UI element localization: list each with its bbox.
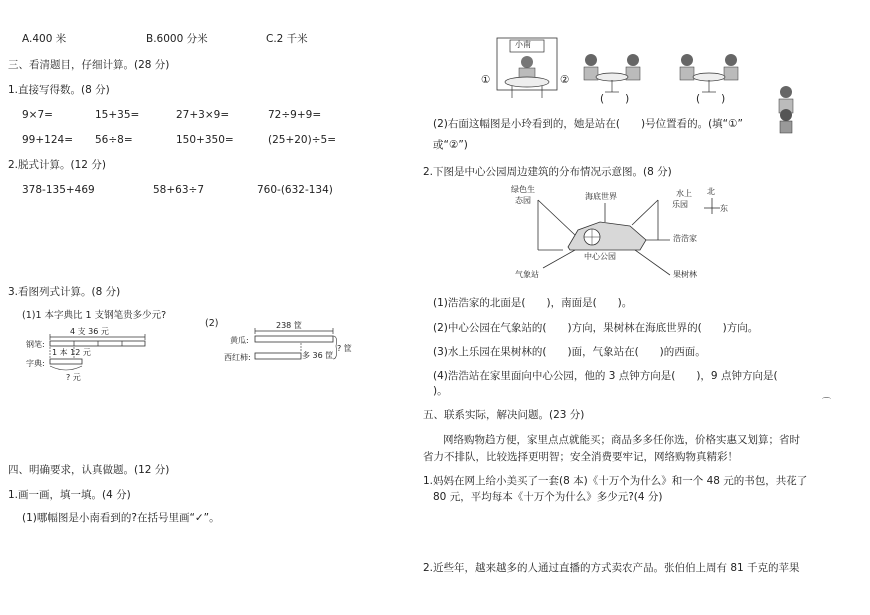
fig1-bottom: ? 元 [66,373,81,382]
section-4-title: 四、明确要求，认真做题。(12 分) [8,464,170,476]
fig1-inner: 1 本 12 元 [52,348,91,357]
q3-sub1: (1)1 本字典比 1 支钢笔贵多少元? [22,310,167,321]
map-question-title: 2.下图是中心公园周边建筑的分布情况示意图。(8 分) [423,166,672,178]
fig1-row1: 钢笔: [26,340,45,349]
expr-item: 378-135+469 [22,184,95,196]
q3-title: 3.看图列式计算。(8 分) [8,286,121,298]
answer-paren[interactable]: ( ) [696,93,726,105]
intro-line1: 网络购物趋方便，家里点点就能买；商品多多任你选，价格实惠又划算；省时 [443,434,800,446]
q51-line1: 1.妈妈在网上给小美买了一套(8 本)《十万个为什么》和一个 48 元的书包，共花了 [423,475,808,487]
caret-mark: ⌒ [822,398,832,408]
calc-item: (25+20)÷5= [268,134,336,146]
choice-c: C.2 千米 [266,33,308,45]
map-orchard: 果树林 [673,270,697,279]
q41-sub: (1)哪幅图是小南看到的?在括号里画“✓”。 [22,512,220,524]
compass-east: 东 [720,204,728,213]
section-3-title: 三、看清题目，仔细计算。(28 分) [8,59,170,71]
map-q4: (4)浩浩站在家里面向中心公园，他的 3 点钟方向是( )，9 点钟方向是( [433,370,778,382]
fig1-row2: 字典: [26,359,45,368]
calc-item: 72÷9+9= [268,109,322,121]
calc-item: 9×7= [22,109,53,121]
map-green-park-2: 态园 [515,196,531,205]
fig2-row1: 黄瓜: [230,336,249,345]
map-weather-station: 气象站 [515,270,539,279]
calc-item: 99+124= [22,134,73,146]
scene-number-1: ① [481,74,491,86]
map-q4-cont: )。 [433,385,448,397]
map-green-park: 绿色生 [511,185,535,194]
q51-line2: 80 元，平均每本《十万个为什么》多少元?(4 分) [433,491,663,503]
map-q1: (1)浩浩家的北面是( )，南面是( )。 [433,297,633,309]
fig2-right-label: 多 36 筐 [302,351,334,360]
map-haohao-home: 浩浩家 [673,234,697,243]
map-water-park-2: 乐园 [672,200,688,209]
expr-item: 58+63÷7 [153,184,204,196]
calc-item: 27+3×9= [176,109,230,121]
map-ocean-world: 海底世界 [585,192,617,201]
choice-b: B.6000 分米 [146,33,208,45]
map-q3: (3)水上乐园在果树林的( )面，气象站在( )的西面。 [433,346,706,358]
q52-line: 2.近些年，越来越多的人通过直播的方式卖农产品。张伯伯上周有 81 千克的苹果 [423,562,800,574]
scene-number-2: ② [560,74,570,86]
q2-title: 2.脱式计算。(12 分) [8,159,106,171]
q42-line2: 或“②”) [433,139,468,151]
q41-title: 1.画一画，填一填。(4 分) [8,489,131,501]
q42-line1: (2)右面这幅图是小玲看到的，她是站在( )号位置看的。(填“①” [433,118,743,130]
calc-item: 15+35= [95,109,140,121]
choice-a: A.400 米 [22,33,67,45]
fig2-brace-label: ? 筐 [337,344,352,353]
compass-north: 北 [707,187,715,196]
expr-item: 760-(632-134) [257,184,333,196]
fig2-row2: 西红柿: [224,353,251,362]
q3-sub2: (2) [205,318,219,329]
fig1-top-label: 4 支 36 元 [70,327,109,336]
map-q2: (2)中心公园在气象站的( )方向，果树林在海底世界的( )方向。 [433,322,759,334]
answer-paren[interactable]: ( ) [600,93,630,105]
q1-title: 1.直接写得数。(8 分) [8,84,110,96]
section-5-title: 五、联系实际，解决问题。(23 分) [423,409,585,421]
intro-line2: 省力不排队，比较选择更明智；安全消费要牢记，网络购物真精彩！ [423,451,738,463]
map-center-park: 中心公园 [584,252,616,261]
fig2-top-label: 238 筐 [276,321,302,330]
scene-sign-label: 小南 [515,40,531,49]
calc-item: 56÷8= [95,134,133,146]
calc-item: 150+350= [176,134,234,146]
map-water-park: 水上 [676,189,692,198]
